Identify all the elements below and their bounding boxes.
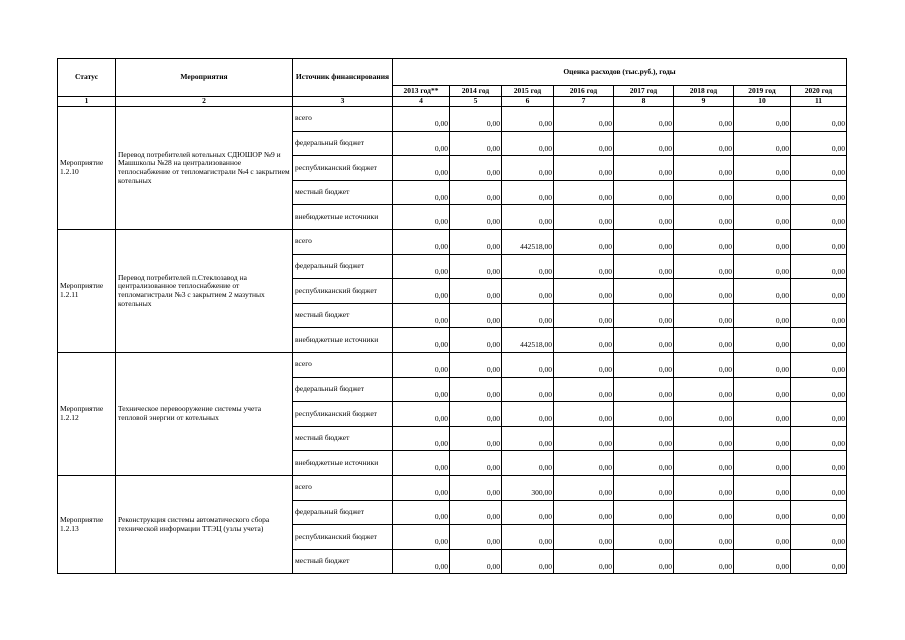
value-cell: 0,00 bbox=[674, 303, 734, 328]
value-cell: 0,00 bbox=[502, 303, 554, 328]
column-number: 10 bbox=[734, 97, 791, 107]
value-cell: 0,00 bbox=[674, 328, 734, 353]
value-cell: 0,00 bbox=[734, 426, 791, 451]
source-cell: всего bbox=[293, 229, 393, 254]
value-cell: 0,00 bbox=[393, 426, 450, 451]
value-cell: 0,00 bbox=[734, 500, 791, 525]
value-cell: 0,00 bbox=[393, 180, 450, 205]
value-cell: 0,00 bbox=[393, 205, 450, 230]
source-cell: республиканский бюджет bbox=[293, 402, 393, 427]
value-cell: 0,00 bbox=[393, 451, 450, 476]
header-year: 2014 год bbox=[450, 86, 502, 97]
column-number: 7 bbox=[554, 97, 614, 107]
value-cell: 0,00 bbox=[502, 500, 554, 525]
value-cell: 0,00 bbox=[734, 549, 791, 574]
value-cell: 0,00 bbox=[734, 475, 791, 500]
value-cell: 0,00 bbox=[393, 229, 450, 254]
value-cell: 0,00 bbox=[734, 525, 791, 550]
source-cell: республиканский бюджет bbox=[293, 279, 393, 304]
measure-cell: Перевод потребителей котельных СДЮШОР №9 и Машшколы №28 на централизованное теплоснабжение от тепломагистрали №4 с закрытием котельных bbox=[116, 107, 293, 230]
value-cell: 0,00 bbox=[502, 402, 554, 427]
source-cell: федеральный бюджет bbox=[293, 377, 393, 402]
header-source: Источник финансирования bbox=[293, 59, 393, 97]
value-cell: 0,00 bbox=[502, 131, 554, 156]
value-cell: 0,00 bbox=[393, 156, 450, 181]
value-cell: 0,00 bbox=[674, 180, 734, 205]
measure-cell: Реконструкция системы автоматического сбора технической информации ТТЭЦ (узлы учета) bbox=[116, 475, 293, 573]
value-cell: 0,00 bbox=[734, 303, 791, 328]
table-row bbox=[58, 229, 847, 254]
value-cell: 0,00 bbox=[614, 156, 674, 181]
source-cell: федеральный бюджет bbox=[293, 254, 393, 279]
value-cell: 0,00 bbox=[450, 254, 502, 279]
value-cell: 0,00 bbox=[502, 205, 554, 230]
header-year: 2017 год bbox=[614, 86, 674, 97]
value-cell: 0,00 bbox=[791, 254, 847, 279]
header-year: 2016 год bbox=[554, 86, 614, 97]
value-cell: 0,00 bbox=[614, 426, 674, 451]
value-cell: 0,00 bbox=[393, 475, 450, 500]
value-cell: 0,00 bbox=[674, 426, 734, 451]
value-cell: 0,00 bbox=[734, 352, 791, 377]
value-cell: 0,00 bbox=[502, 352, 554, 377]
value-cell: 0,00 bbox=[393, 254, 450, 279]
value-cell: 0,00 bbox=[450, 156, 502, 181]
header-year: 2013 год** bbox=[393, 86, 450, 97]
value-cell: 0,00 bbox=[502, 279, 554, 304]
header-year: 2020 год bbox=[791, 86, 847, 97]
source-cell: местный бюджет bbox=[293, 426, 393, 451]
value-cell: 0,00 bbox=[674, 475, 734, 500]
column-number: 9 bbox=[674, 97, 734, 107]
value-cell: 0,00 bbox=[791, 279, 847, 304]
value-cell: 0,00 bbox=[554, 156, 614, 181]
value-cell: 0,00 bbox=[554, 402, 614, 427]
value-cell: 0,00 bbox=[393, 107, 450, 132]
status-cell: Мероприятие 1.2.12 bbox=[58, 352, 116, 475]
value-cell: 0,00 bbox=[614, 205, 674, 230]
value-cell: 0,00 bbox=[502, 377, 554, 402]
value-cell: 0,00 bbox=[734, 279, 791, 304]
value-cell: 0,00 bbox=[450, 500, 502, 525]
value-cell: 0,00 bbox=[554, 328, 614, 353]
value-cell: 0,00 bbox=[502, 156, 554, 181]
value-cell: 0,00 bbox=[734, 254, 791, 279]
value-cell: 0,00 bbox=[734, 156, 791, 181]
value-cell: 0,00 bbox=[554, 205, 614, 230]
table-row bbox=[58, 475, 847, 500]
value-cell: 0,00 bbox=[393, 303, 450, 328]
value-cell: 0,00 bbox=[554, 254, 614, 279]
value-cell: 0,00 bbox=[674, 279, 734, 304]
value-cell: 0,00 bbox=[674, 500, 734, 525]
status-cell: Мероприятие 1.2.11 bbox=[58, 229, 116, 352]
value-cell: 0,00 bbox=[734, 131, 791, 156]
table-row bbox=[58, 352, 847, 377]
header-measures: Мероприятия bbox=[116, 59, 293, 97]
source-cell: федеральный бюджет bbox=[293, 131, 393, 156]
value-cell: 0,00 bbox=[502, 180, 554, 205]
value-cell: 0,00 bbox=[450, 180, 502, 205]
value-cell: 0,00 bbox=[674, 549, 734, 574]
value-cell: 0,00 bbox=[674, 402, 734, 427]
value-cell: 0,00 bbox=[674, 451, 734, 476]
value-cell: 0,00 bbox=[502, 451, 554, 476]
value-cell: 0,00 bbox=[502, 549, 554, 574]
value-cell: 0,00 bbox=[450, 328, 502, 353]
value-cell: 0,00 bbox=[614, 475, 674, 500]
value-cell: 0,00 bbox=[554, 500, 614, 525]
value-cell: 0,00 bbox=[502, 107, 554, 132]
column-number: 4 bbox=[393, 97, 450, 107]
value-cell: 0,00 bbox=[393, 279, 450, 304]
value-cell: 0,00 bbox=[791, 475, 847, 500]
value-cell: 0,00 bbox=[554, 180, 614, 205]
status-cell: Мероприятие 1.2.13 bbox=[58, 475, 116, 573]
source-cell: республиканский бюджет bbox=[293, 156, 393, 181]
value-cell: 0,00 bbox=[614, 229, 674, 254]
value-cell: 0,00 bbox=[791, 402, 847, 427]
value-cell: 0,00 bbox=[450, 229, 502, 254]
value-cell: 0,00 bbox=[393, 549, 450, 574]
source-cell: местный бюджет bbox=[293, 303, 393, 328]
value-cell: 0,00 bbox=[450, 131, 502, 156]
header-status: Статус bbox=[58, 59, 116, 97]
value-cell: 0,00 bbox=[450, 377, 502, 402]
value-cell: 0,00 bbox=[674, 352, 734, 377]
value-cell: 0,00 bbox=[734, 402, 791, 427]
value-cell: 0,00 bbox=[450, 451, 502, 476]
value-cell: 0,00 bbox=[393, 525, 450, 550]
value-cell: 0,00 bbox=[554, 426, 614, 451]
source-cell: всего bbox=[293, 352, 393, 377]
value-cell: 0,00 bbox=[614, 500, 674, 525]
value-cell: 0,00 bbox=[450, 352, 502, 377]
value-cell: 0,00 bbox=[393, 352, 450, 377]
value-cell: 0,00 bbox=[791, 107, 847, 132]
value-cell: 0,00 bbox=[791, 229, 847, 254]
value-cell: 0,00 bbox=[614, 303, 674, 328]
value-cell: 0,00 bbox=[674, 205, 734, 230]
value-cell: 0,00 bbox=[791, 549, 847, 574]
value-cell: 0,00 bbox=[614, 525, 674, 550]
value-cell: 0,00 bbox=[614, 402, 674, 427]
value-cell: 0,00 bbox=[791, 352, 847, 377]
value-cell: 0,00 bbox=[554, 525, 614, 550]
value-cell: 0,00 bbox=[450, 205, 502, 230]
header-year: 2018 год bbox=[674, 86, 734, 97]
value-cell: 0,00 bbox=[734, 107, 791, 132]
value-cell: 0,00 bbox=[734, 229, 791, 254]
value-cell: 0,00 bbox=[674, 156, 734, 181]
status-cell: Мероприятие 1.2.10 bbox=[58, 107, 116, 230]
value-cell: 0,00 bbox=[502, 426, 554, 451]
column-number: 3 bbox=[293, 97, 393, 107]
column-number: 6 bbox=[502, 97, 554, 107]
value-cell: 0,00 bbox=[554, 377, 614, 402]
value-cell: 0,00 bbox=[554, 475, 614, 500]
value-cell: 0,00 bbox=[674, 254, 734, 279]
value-cell: 442518,00 bbox=[502, 229, 554, 254]
value-cell: 0,00 bbox=[450, 525, 502, 550]
source-cell: внебюджетные источники bbox=[293, 451, 393, 476]
value-cell: 0,00 bbox=[554, 131, 614, 156]
source-cell: местный бюджет bbox=[293, 549, 393, 574]
value-cell: 0,00 bbox=[450, 107, 502, 132]
value-cell: 0,00 bbox=[791, 426, 847, 451]
source-cell: всего bbox=[293, 475, 393, 500]
value-cell: 0,00 bbox=[614, 279, 674, 304]
value-cell: 0,00 bbox=[734, 180, 791, 205]
value-cell: 0,00 bbox=[734, 205, 791, 230]
value-cell: 0,00 bbox=[614, 180, 674, 205]
table-row bbox=[58, 107, 847, 132]
value-cell: 0,00 bbox=[791, 500, 847, 525]
value-cell: 0,00 bbox=[791, 205, 847, 230]
value-cell: 0,00 bbox=[614, 377, 674, 402]
value-cell: 0,00 bbox=[614, 328, 674, 353]
value-cell: 0,00 bbox=[393, 377, 450, 402]
value-cell: 0,00 bbox=[791, 156, 847, 181]
value-cell: 0,00 bbox=[614, 254, 674, 279]
source-cell: республиканский бюджет bbox=[293, 525, 393, 550]
header-year: 2019 год bbox=[734, 86, 791, 97]
value-cell: 0,00 bbox=[450, 303, 502, 328]
column-number: 5 bbox=[450, 97, 502, 107]
value-cell: 0,00 bbox=[554, 451, 614, 476]
value-cell: 0,00 bbox=[614, 107, 674, 132]
value-cell: 0,00 bbox=[791, 303, 847, 328]
value-cell: 0,00 bbox=[674, 107, 734, 132]
value-cell: 0,00 bbox=[554, 107, 614, 132]
value-cell: 0,00 bbox=[450, 549, 502, 574]
value-cell: 0,00 bbox=[393, 131, 450, 156]
column-number: 11 bbox=[791, 97, 847, 107]
header-estimate: Оценка расходов (тыс.руб.), годы bbox=[393, 59, 847, 86]
value-cell: 0,00 bbox=[791, 451, 847, 476]
column-number: 8 bbox=[614, 97, 674, 107]
value-cell: 0,00 bbox=[614, 549, 674, 574]
value-cell: 0,00 bbox=[614, 131, 674, 156]
value-cell: 0,00 bbox=[791, 131, 847, 156]
value-cell: 0,00 bbox=[674, 229, 734, 254]
expense-table bbox=[57, 58, 847, 574]
value-cell: 0,00 bbox=[614, 451, 674, 476]
measure-cell: Техническое перевооружение системы учета тепловой энергии от котельных bbox=[116, 352, 293, 475]
value-cell: 0,00 bbox=[502, 525, 554, 550]
value-cell: 0,00 bbox=[791, 328, 847, 353]
source-cell: местный бюджет bbox=[293, 180, 393, 205]
value-cell: 442518,00 bbox=[502, 328, 554, 353]
value-cell: 0,00 bbox=[554, 549, 614, 574]
value-cell: 0,00 bbox=[554, 352, 614, 377]
source-cell: федеральный бюджет bbox=[293, 500, 393, 525]
value-cell: 0,00 bbox=[502, 254, 554, 279]
column-number: 2 bbox=[116, 97, 293, 107]
value-cell: 0,00 bbox=[674, 525, 734, 550]
source-cell: внебюджетные источники bbox=[293, 205, 393, 230]
value-cell: 0,00 bbox=[734, 451, 791, 476]
value-cell: 0,00 bbox=[734, 377, 791, 402]
value-cell: 0,00 bbox=[393, 328, 450, 353]
value-cell: 0,00 bbox=[554, 279, 614, 304]
value-cell: 0,00 bbox=[554, 229, 614, 254]
value-cell: 0,00 bbox=[614, 352, 674, 377]
value-cell: 0,00 bbox=[674, 131, 734, 156]
value-cell: 0,00 bbox=[734, 328, 791, 353]
value-cell: 0,00 bbox=[674, 377, 734, 402]
value-cell: 300,00 bbox=[502, 475, 554, 500]
value-cell: 0,00 bbox=[450, 402, 502, 427]
value-cell: 0,00 bbox=[450, 475, 502, 500]
value-cell: 0,00 bbox=[393, 402, 450, 427]
measure-cell: Перевод потребителей п.Стеклозавод на централизованное теплоснабжение от тепломагистрали №3 с закрытием 2 мазутных котельных bbox=[116, 229, 293, 352]
column-number: 1 bbox=[58, 97, 116, 107]
value-cell: 0,00 bbox=[791, 180, 847, 205]
value-cell: 0,00 bbox=[554, 303, 614, 328]
source-cell: всего bbox=[293, 107, 393, 132]
value-cell: 0,00 bbox=[393, 500, 450, 525]
value-cell: 0,00 bbox=[791, 525, 847, 550]
source-cell: внебюджетные источники bbox=[293, 328, 393, 353]
value-cell: 0,00 bbox=[450, 279, 502, 304]
header-year: 2015 год bbox=[502, 86, 554, 97]
value-cell: 0,00 bbox=[791, 377, 847, 402]
value-cell: 0,00 bbox=[450, 426, 502, 451]
